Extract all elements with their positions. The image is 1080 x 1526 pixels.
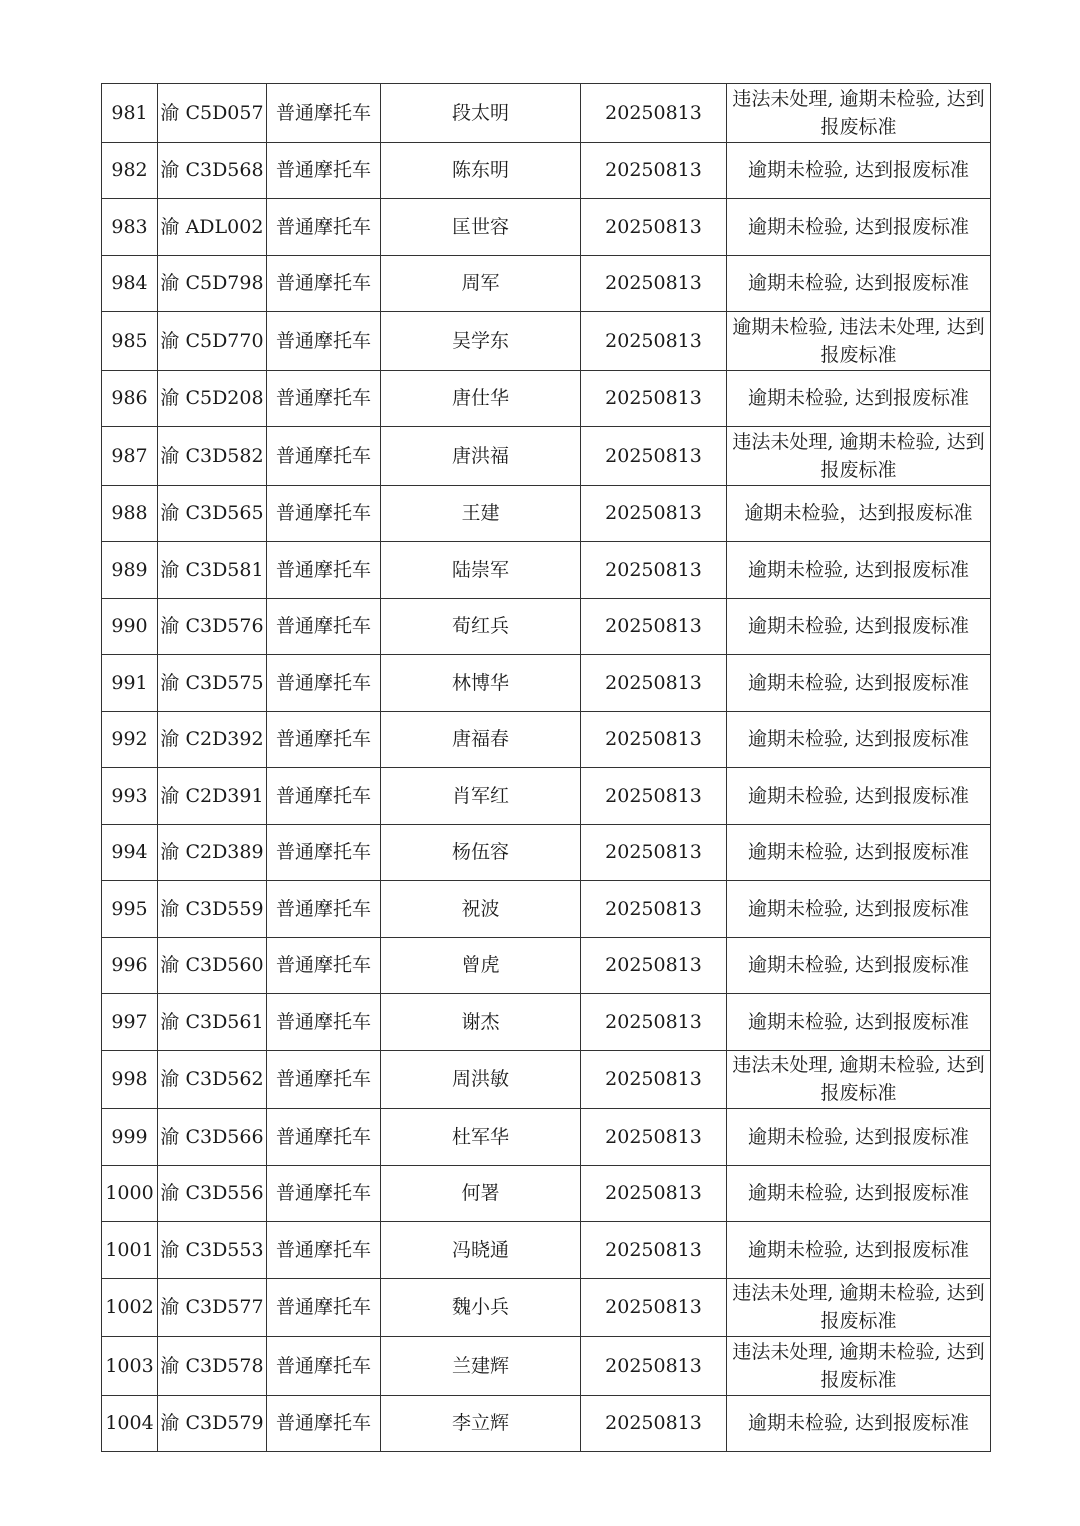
owner-name-cell: 匡世容 xyxy=(381,199,581,256)
plate-number-cell: 渝 C2D391 xyxy=(158,768,267,825)
date-cell: 20250813 xyxy=(581,937,727,994)
status-cell: 违法未处理, 逾期未检验, 达到报废标准 xyxy=(727,1050,991,1109)
plate-number-cell: 渝 C3D568 xyxy=(158,142,267,199)
vehicle-type-cell: 普通摩托车 xyxy=(267,881,381,938)
owner-name-cell: 唐洪福 xyxy=(381,427,581,486)
status-cell: 违法未处理, 逾期未检验, 达到报废标准 xyxy=(727,1337,991,1396)
table-row xyxy=(102,937,991,994)
row-number-cell: 1003 xyxy=(102,1337,158,1396)
owner-name-cell: 周洪敏 xyxy=(381,1050,581,1109)
owner-name-cell: 兰建辉 xyxy=(381,1337,581,1396)
plate-number-cell: 渝 C3D565 xyxy=(158,485,267,542)
status-cell: 逾期未检验, 达到报废标准 xyxy=(727,1395,991,1452)
table-row xyxy=(102,1109,991,1166)
status-cell: 逾期未检验, 达到报废标准 xyxy=(727,711,991,768)
owner-name-cell: 祝波 xyxy=(381,881,581,938)
plate-number-cell: 渝 C2D389 xyxy=(158,824,267,881)
row-number-cell: 999 xyxy=(102,1109,158,1166)
date-cell: 20250813 xyxy=(581,598,727,655)
row-number-cell: 988 xyxy=(102,485,158,542)
status-cell: 逾期未检验, 达到报废标准 xyxy=(727,824,991,881)
vehicle-type-cell: 普通摩托车 xyxy=(267,768,381,825)
plate-number-cell: 渝 C5D798 xyxy=(158,255,267,312)
owner-name-cell: 荀红兵 xyxy=(381,598,581,655)
table-row xyxy=(102,312,991,371)
row-number-cell: 992 xyxy=(102,711,158,768)
plate-number-cell: 渝 C5D770 xyxy=(158,312,267,371)
date-cell: 20250813 xyxy=(581,1222,727,1279)
plate-number-cell: 渝 C3D581 xyxy=(158,542,267,599)
owner-name-cell: 何署 xyxy=(381,1165,581,1222)
row-number-cell: 995 xyxy=(102,881,158,938)
owner-name-cell: 王建 xyxy=(381,485,581,542)
table-row xyxy=(102,1337,991,1396)
owner-name-cell: 周军 xyxy=(381,255,581,312)
plate-number-cell: 渝 C3D577 xyxy=(158,1278,267,1337)
row-number-cell: 1000 xyxy=(102,1165,158,1222)
date-cell: 20250813 xyxy=(581,824,727,881)
row-number-cell: 997 xyxy=(102,994,158,1051)
date-cell: 20250813 xyxy=(581,427,727,486)
status-cell: 逾期未检验，达到报废标准 xyxy=(727,485,991,542)
vehicle-type-cell: 普通摩托车 xyxy=(267,312,381,371)
vehicle-type-cell: 普通摩托车 xyxy=(267,1278,381,1337)
vehicle-type-cell: 普通摩托车 xyxy=(267,711,381,768)
table-row xyxy=(102,427,991,486)
table-row xyxy=(102,1222,991,1279)
owner-name-cell: 吴学东 xyxy=(381,312,581,371)
row-number-cell: 998 xyxy=(102,1050,158,1109)
table-row xyxy=(102,199,991,256)
plate-number-cell: 渝 C3D553 xyxy=(158,1222,267,1279)
date-cell: 20250813 xyxy=(581,1395,727,1452)
owner-name-cell: 杨伍容 xyxy=(381,824,581,881)
vehicle-type-cell: 普通摩托车 xyxy=(267,84,381,143)
owner-name-cell: 谢杰 xyxy=(381,994,581,1051)
table-row xyxy=(102,994,991,1051)
vehicle-type-cell: 普通摩托车 xyxy=(267,1337,381,1396)
date-cell: 20250813 xyxy=(581,255,727,312)
vehicle-records-table xyxy=(101,83,991,1452)
plate-number-cell: 渝 C3D562 xyxy=(158,1050,267,1109)
owner-name-cell: 段太明 xyxy=(381,84,581,143)
status-cell: 违法未处理, 逾期未检验, 达到报废标准 xyxy=(727,1278,991,1337)
plate-number-cell: 渝 C3D575 xyxy=(158,655,267,712)
vehicle-type-cell: 普通摩托车 xyxy=(267,1165,381,1222)
table-row xyxy=(102,1050,991,1109)
table-row xyxy=(102,370,991,427)
row-number-cell: 984 xyxy=(102,255,158,312)
vehicle-type-cell: 普通摩托车 xyxy=(267,542,381,599)
vehicle-type-cell: 普通摩托车 xyxy=(267,485,381,542)
table-row xyxy=(102,542,991,599)
vehicle-type-cell: 普通摩托车 xyxy=(267,142,381,199)
row-number-cell: 991 xyxy=(102,655,158,712)
status-cell: 逾期未检验, 达到报废标准 xyxy=(727,142,991,199)
vehicle-type-cell: 普通摩托车 xyxy=(267,427,381,486)
status-cell: 逾期未检验, 达到报废标准 xyxy=(727,598,991,655)
owner-name-cell: 唐福春 xyxy=(381,711,581,768)
vehicle-type-cell: 普通摩托车 xyxy=(267,1109,381,1166)
table-row xyxy=(102,142,991,199)
date-cell: 20250813 xyxy=(581,312,727,371)
plate-number-cell: 渝 C3D578 xyxy=(158,1337,267,1396)
table-row xyxy=(102,598,991,655)
vehicle-type-cell: 普通摩托车 xyxy=(267,824,381,881)
table-row xyxy=(102,1395,991,1452)
date-cell: 20250813 xyxy=(581,84,727,143)
status-cell: 逾期未检验, 达到报废标准 xyxy=(727,255,991,312)
row-number-cell: 985 xyxy=(102,312,158,371)
vehicle-type-cell: 普通摩托车 xyxy=(267,655,381,712)
vehicle-type-cell: 普通摩托车 xyxy=(267,1222,381,1279)
owner-name-cell: 李立辉 xyxy=(381,1395,581,1452)
plate-number-cell: 渝 C3D579 xyxy=(158,1395,267,1452)
plate-number-cell: 渝 C3D561 xyxy=(158,994,267,1051)
plate-number-cell: 渝 C3D560 xyxy=(158,937,267,994)
table-row xyxy=(102,1278,991,1337)
vehicle-type-cell: 普通摩托车 xyxy=(267,1050,381,1109)
row-number-cell: 1001 xyxy=(102,1222,158,1279)
row-number-cell: 986 xyxy=(102,370,158,427)
date-cell: 20250813 xyxy=(581,655,727,712)
table-body xyxy=(102,84,991,1452)
row-number-cell: 989 xyxy=(102,542,158,599)
vehicle-type-cell: 普通摩托车 xyxy=(267,255,381,312)
date-cell: 20250813 xyxy=(581,199,727,256)
plate-number-cell: 渝 ADL002 xyxy=(158,199,267,256)
vehicle-type-cell: 普通摩托车 xyxy=(267,370,381,427)
owner-name-cell: 陈东明 xyxy=(381,142,581,199)
row-number-cell: 1004 xyxy=(102,1395,158,1452)
date-cell: 20250813 xyxy=(581,370,727,427)
row-number-cell: 996 xyxy=(102,937,158,994)
date-cell: 20250813 xyxy=(581,142,727,199)
status-cell: 逾期未检验, 达到报废标准 xyxy=(727,937,991,994)
row-number-cell: 981 xyxy=(102,84,158,143)
status-cell: 逾期未检验, 达到报废标准 xyxy=(727,881,991,938)
owner-name-cell: 林博华 xyxy=(381,655,581,712)
plate-number-cell: 渝 C3D576 xyxy=(158,598,267,655)
plate-number-cell: 渝 C3D556 xyxy=(158,1165,267,1222)
date-cell: 20250813 xyxy=(581,1050,727,1109)
status-cell: 逾期未检验, 达到报废标准 xyxy=(727,655,991,712)
date-cell: 20250813 xyxy=(581,711,727,768)
date-cell: 20250813 xyxy=(581,1109,727,1166)
plate-number-cell: 渝 C3D582 xyxy=(158,427,267,486)
date-cell: 20250813 xyxy=(581,1278,727,1337)
status-cell: 逾期未检验, 达到报废标准 xyxy=(727,1109,991,1166)
vehicle-type-cell: 普通摩托车 xyxy=(267,937,381,994)
table-row xyxy=(102,711,991,768)
plate-number-cell: 渝 C2D392 xyxy=(158,711,267,768)
owner-name-cell: 唐仕华 xyxy=(381,370,581,427)
row-number-cell: 982 xyxy=(102,142,158,199)
status-cell: 违法未处理, 逾期未检验, 达到报废标准 xyxy=(727,84,991,143)
status-cell: 逾期未检验, 达到报废标准 xyxy=(727,994,991,1051)
table-row xyxy=(102,824,991,881)
row-number-cell: 990 xyxy=(102,598,158,655)
table-row xyxy=(102,84,991,143)
status-cell: 逾期未检验, 违法未处理, 达到报废标准 xyxy=(727,312,991,371)
status-cell: 违法未处理, 逾期未检验, 达到报废标准 xyxy=(727,427,991,486)
owner-name-cell: 陆崇军 xyxy=(381,542,581,599)
plate-number-cell: 渝 C3D566 xyxy=(158,1109,267,1166)
status-cell: 逾期未检验, 达到报废标准 xyxy=(727,1165,991,1222)
plate-number-cell: 渝 C5D057 xyxy=(158,84,267,143)
status-cell: 逾期未检验, 达到报废标准 xyxy=(727,1222,991,1279)
row-number-cell: 987 xyxy=(102,427,158,486)
date-cell: 20250813 xyxy=(581,1165,727,1222)
row-number-cell: 993 xyxy=(102,768,158,825)
status-cell: 逾期未检验, 达到报废标准 xyxy=(727,370,991,427)
date-cell: 20250813 xyxy=(581,768,727,825)
owner-name-cell: 杜军华 xyxy=(381,1109,581,1166)
status-cell: 逾期未检验, 达到报废标准 xyxy=(727,542,991,599)
plate-number-cell: 渝 C5D208 xyxy=(158,370,267,427)
owner-name-cell: 肖军红 xyxy=(381,768,581,825)
date-cell: 20250813 xyxy=(581,542,727,599)
row-number-cell: 1002 xyxy=(102,1278,158,1337)
status-cell: 逾期未检验, 达到报废标准 xyxy=(727,768,991,825)
table-row xyxy=(102,1165,991,1222)
owner-name-cell: 魏小兵 xyxy=(381,1278,581,1337)
owner-name-cell: 曾虎 xyxy=(381,937,581,994)
table-row xyxy=(102,485,991,542)
date-cell: 20250813 xyxy=(581,881,727,938)
table-row xyxy=(102,881,991,938)
table-row xyxy=(102,655,991,712)
table-row xyxy=(102,768,991,825)
date-cell: 20250813 xyxy=(581,994,727,1051)
row-number-cell: 983 xyxy=(102,199,158,256)
row-number-cell: 994 xyxy=(102,824,158,881)
status-cell: 逾期未检验, 达到报废标准 xyxy=(727,199,991,256)
vehicle-type-cell: 普通摩托车 xyxy=(267,598,381,655)
date-cell: 20250813 xyxy=(581,485,727,542)
date-cell: 20250813 xyxy=(581,1337,727,1396)
plate-number-cell: 渝 C3D559 xyxy=(158,881,267,938)
table-row xyxy=(102,255,991,312)
vehicle-type-cell: 普通摩托车 xyxy=(267,994,381,1051)
vehicle-type-cell: 普通摩托车 xyxy=(267,1395,381,1452)
owner-name-cell: 冯晓通 xyxy=(381,1222,581,1279)
vehicle-type-cell: 普通摩托车 xyxy=(267,199,381,256)
